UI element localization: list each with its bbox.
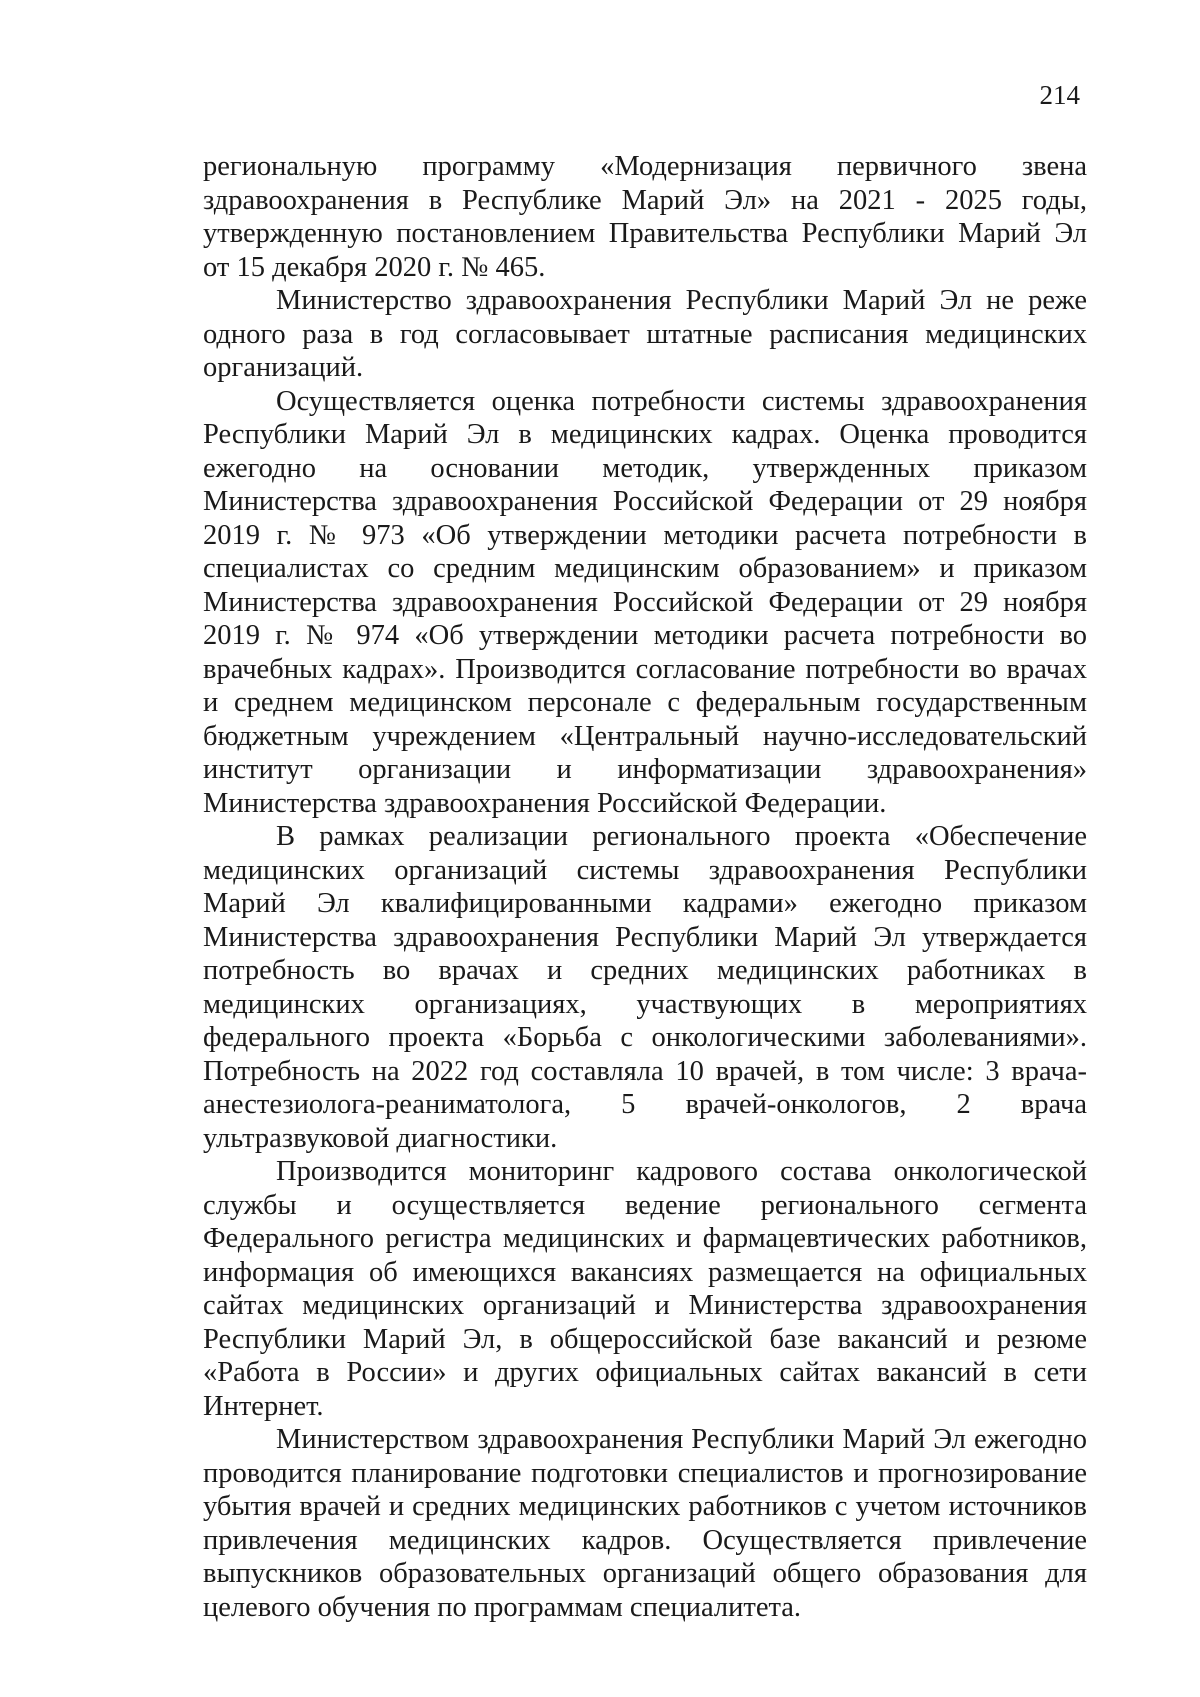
- page-number: 214: [1039, 80, 1080, 110]
- paragraph-oncology-monitoring: Производится мониторинг кадрового состава онкологической службы и осуществляется ведение регионального сегмента Федерального регистра медицинских и фармацевтических работников, информация об имеющихся вакансиях размещается на официальных сайтах медицинских организаций и Министерства здравоохранения Республики Марий Эл, в общероссийской базе вакансий и резюме «Работа в России» и других официальных сайтах вакансий в сети Интернет.: [203, 1156, 1087, 1422]
- paragraph-regional-program: региональную программу «Модернизация первичного звена здравоохранения в Республике Марий Эл» на 2021 - 2025 годы, утвержденную постановлением Правительства Республики Марий Эл от 15 декабря 2020 г. № 465.: [203, 151, 1087, 283]
- paragraph-staff-schedules: Министерство здравоохранения Республики Марий Эл не реже одного раза в год согласовывает штатные расписания медицинских организаций.: [203, 285, 1087, 383]
- paragraph-training-planning: Министерством здравоохранения Республики Марий Эл ежегодно проводится планирование подготовки специалистов и прогнозирование убытия врачей и средних медицинских работников с учетом источников привлечения медицинских кадров. Осуществляется привлечение выпускников образовательных организаций общего образования для целевого обучения по программам специалитета.: [203, 1424, 1087, 1623]
- document-body: [203, 150, 1087, 1624]
- paragraph-needs-assessment: Осуществляется оценка потребности системы здравоохранения Республики Марий Эл в медицинских кадрах. Оценка проводится ежегодно на основании методик, утвержденных приказом Министерства здравоохранения Российской Федерации от 29 ноября 2019 г. № 973 «Об утверждении методики расчета потребности в специалистах со средним медицинским образованием» и приказом Министерства здравоохранения Российской Федерации от 29 ноября 2019 г. № 974 «Об утверждении методики расчета потребности во врачебных кадрах». Производится согласование потребности во врачах и среднем медицинском персонале с федеральным государственным бюджетным учреждением «Центральный научно-исследовательский институт организации и информатизации здравоохранения» Министерства здравоохранения Российской Федерации.: [203, 385, 1087, 819]
- paragraph-regional-project: В рамках реализации регионального проекта «Обеспечение медицинских организаций системы здравоохранения Республики Марий Эл квалифицированными кадрами» ежегодно приказом Министерства здравоохранения Республики Марий Эл утверждается потребность во врачах и средних медицинских работниках в медицинских организациях, участвующих в мероприятиях федерального проекта «Борьба с онкологическими заболеваниями». Потребность на 2022 год составляла 10 врачей, в том числе: 3 врача-анестезиолога-реаниматолога, 5 врачей-онкологов, 2 врача ультразвуковой диагностики.: [203, 821, 1087, 1154]
